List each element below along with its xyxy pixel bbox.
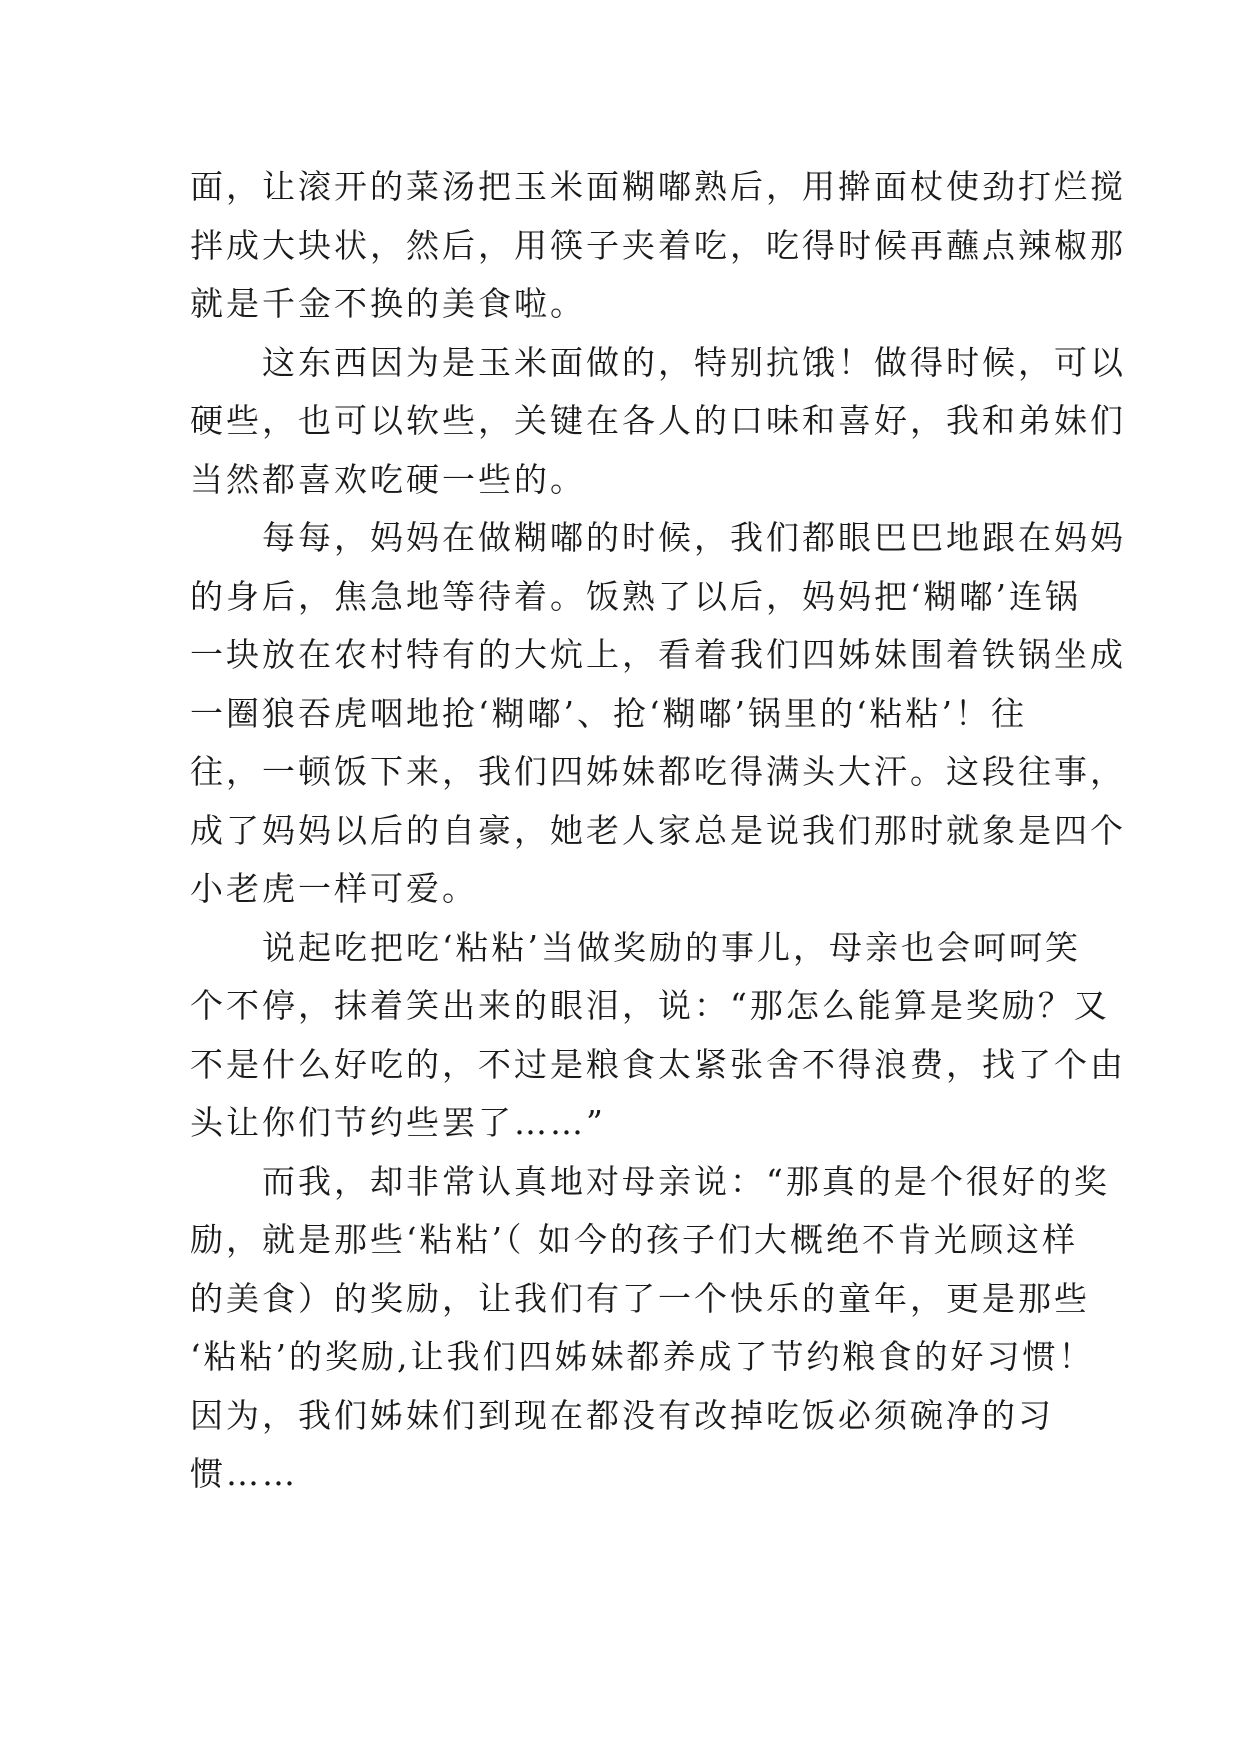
text-line: 这东西因为是玉米面做的，特别抗饿！做得时候，可以	[190, 342, 1126, 382]
text-line: 个不停，抹着笑出来的眼泪，说：“那怎么能算是奖励？又	[190, 986, 1110, 1025]
text-line: 成了妈妈以后的自豪，她老人家总是说我们那时就象是四个	[190, 810, 1126, 850]
text-line: ‘粘粘’的奖励,让我们四姊妹都养成了节约粮食的好习惯！	[190, 1337, 1095, 1376]
text-line: 而我，却非常认真地对母亲说：“那真的是个很好的奖	[190, 1161, 1110, 1201]
text-line: 面，让滚开的菜汤把玉米面糊嘟熟后，用擀面杖使劲打烂搅	[190, 167, 1126, 206]
text-line: 就是千金不换的美食啦。	[190, 284, 586, 323]
text-line: 每每，妈妈在做糊嘟的时候，我们都眼巴巴地跟在妈妈	[190, 518, 1126, 557]
text-line: 当然都喜欢吃硬一些的。	[190, 459, 586, 499]
text-line: 头让你们节约些罢了……”	[190, 1103, 606, 1142]
text-line: 的身后，焦急地等待着。饭熟了以后，妈妈把‘糊嘟’连锅	[190, 576, 1081, 616]
text-line: 不是什么好吃的，不过是粮食太紧张舍不得浪费，找了个由	[190, 1044, 1126, 1084]
text-line: 一块放在农村特有的大炕上，看着我们四姊妹围着铁锅坐成	[190, 635, 1126, 674]
text-line: 拌成大块状，然后，用筷子夹着吃，吃得时候再蘸点辣椒那	[190, 225, 1126, 265]
text-line: 一圈狼吞虎咽地抢‘糊嘟’、抢‘糊嘟’锅里的‘粘粘’！往	[190, 693, 1027, 733]
text-line: 因为，我们姊妹们到现在都没有改掉吃饭必须碗净的习	[190, 1395, 1054, 1435]
text-line: 的美食）的奖励，让我们有了一个快乐的童年，更是那些	[190, 1278, 1090, 1318]
text-line: 说起吃把吃‘粘粘’当做奖励的事儿，母亲也会呵呵笑	[190, 927, 1081, 967]
text-line: 小老虎一样可爱。	[190, 869, 478, 908]
text-line: 励，就是那些‘粘粘’（ 如今的孩子们大概绝不肯光顾这样	[190, 1220, 1078, 1259]
text-line: 惯……	[190, 1454, 298, 1493]
text-line: 硬些，也可以软些，关键在各人的口味和喜好，我和弟妹们	[190, 401, 1126, 440]
text-line: 往，一顿饭下来，我们四姊妹都吃得满头大汗。这段往事，	[190, 752, 1126, 791]
article-body	[190, 158, 1126, 1504]
